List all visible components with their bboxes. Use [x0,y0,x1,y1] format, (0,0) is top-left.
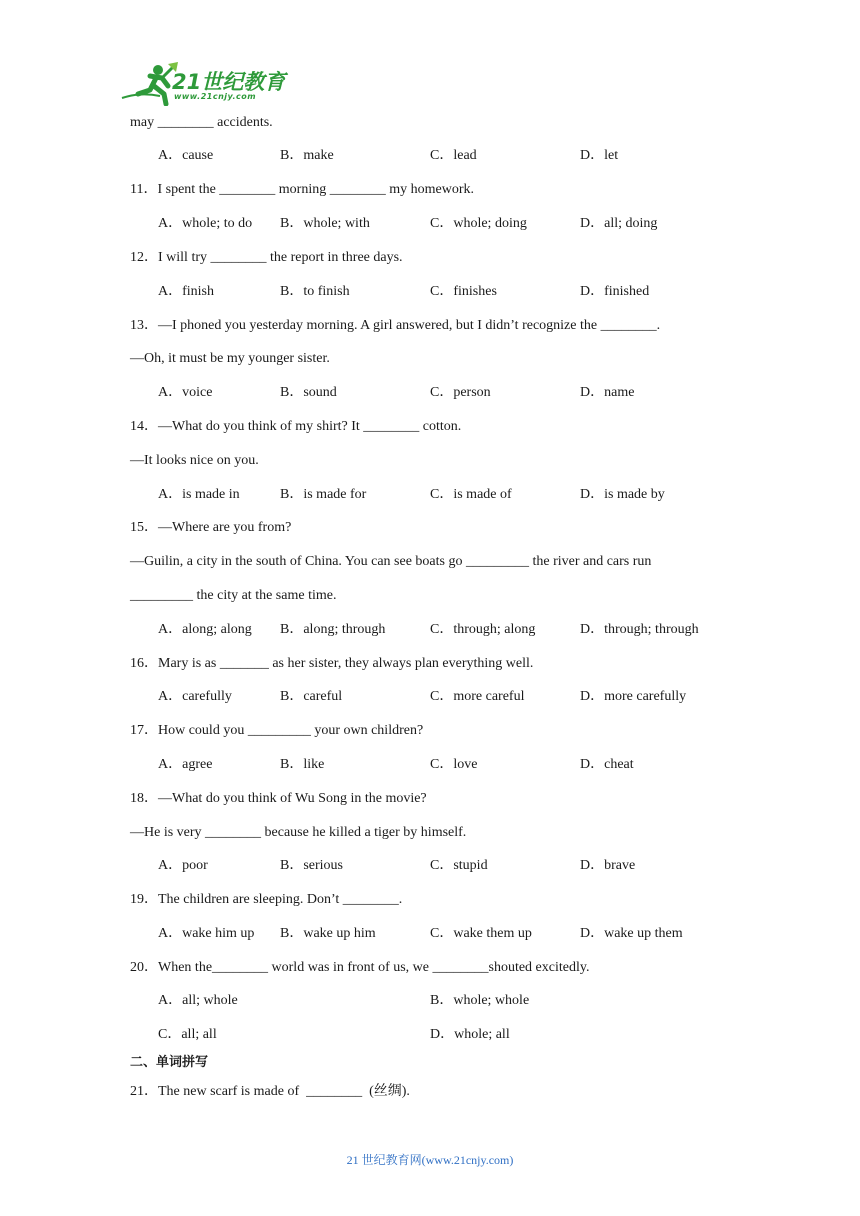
option-c: C．lead [430,148,477,163]
option-d: D．wake up them [580,926,683,941]
question-15-reply: —Guilin, a city in the south of China. You can see boats go _________ the river and cars run [130,554,652,569]
option-d: D．cheat [580,757,634,772]
option-d: D．through; through [580,622,699,637]
option-b: B．serious [280,858,343,873]
question-15: 15．—Where are you from? [130,520,292,535]
option-a: A．all; whole [158,993,238,1008]
option-a: A．along; along [158,622,252,637]
question-20: 20．When the________ world was in front of us, we ________shouted excitedly. [130,960,590,975]
option-c: C．through; along [430,622,536,637]
option-c: C．more careful [430,689,525,704]
option-b: B．sound [280,385,337,400]
option-b: B．make [280,148,334,163]
question-18-reply: —He is very ________ because he killed a tiger by himself. [130,825,467,840]
option-d: D．is made by [580,487,665,502]
option-d: D．brave [580,858,636,873]
option-c: C．all; all [158,1027,217,1042]
question-15-reply-cont: _________ the city at the same time. [130,588,337,603]
question-10-continuation: may ________ accidents. [130,115,273,130]
option-b: B．wake up him [280,926,376,941]
option-a: A．finish [158,284,214,299]
option-c: C．stupid [430,858,488,873]
question-12: 12．I will try ________ the report in three days. [130,250,403,265]
option-a: A．cause [158,148,214,163]
question-18: 18．—What do you think of Wu Song in the movie? [130,791,427,806]
option-c: C．finishes [430,284,497,299]
option-b: B．along; through [280,622,386,637]
option-a: A．wake him up [158,926,255,941]
option-a: A．voice [158,385,213,400]
option-c: C．is made of [430,487,512,502]
question-16: 16．Mary is as _______ as her sister, they always plan everything well. [130,656,534,671]
option-d: D．let [580,148,619,163]
option-b: B．to finish [280,284,350,299]
option-d: D．more carefully [580,689,687,704]
option-d: D．all; doing [580,216,658,231]
option-c: C．love [430,757,478,772]
option-b: B．whole; with [280,216,370,231]
option-b: B．is made for [280,487,367,502]
option-b: B．like [280,757,325,772]
option-a: A．is made in [158,487,240,502]
question-21: 21．The new scarf is made of ________ (丝绸). [130,1084,410,1099]
option-a: A．whole; to do [158,216,253,231]
footer-source: 21 世纪教育网(www.21cnjy.com) [346,1153,514,1167]
question-11: 11．I spent the ________ morning ________ my homework. [130,182,475,197]
section-heading: 二、单词拼写 [130,1055,209,1070]
option-a: A．poor [158,858,208,873]
option-a: A．carefully [158,689,232,704]
question-14-reply: —It looks nice on you. [130,453,259,468]
option-d: D．name [580,385,635,400]
question-17: 17．How could you _________ your own children? [130,723,424,738]
question-13-reply: —Oh, it must be my younger sister. [130,351,330,366]
option-c: C．person [430,385,491,400]
option-a: A．agree [158,757,213,772]
option-b: B．whole; whole [430,993,530,1008]
question-19: 19．The children are sleeping. Don’t ________. [130,892,403,907]
option-c: C．whole; doing [430,216,527,231]
logo [120,60,285,106]
question-13: 13．—I phoned you yesterday morning. A girl answered, but I didn’t recognize the ________. [130,318,661,333]
logo-text: 21世纪教育 [172,70,286,94]
option-b: B．careful [280,689,343,704]
option-d: D．finished [580,284,650,299]
logo-url: www.21cnjy.com [174,92,257,101]
option-d: D．whole; all [430,1027,510,1042]
option-c: C．wake them up [430,926,532,941]
question-14: 14．—What do you think of my shirt? It ________ cotton. [130,419,462,434]
